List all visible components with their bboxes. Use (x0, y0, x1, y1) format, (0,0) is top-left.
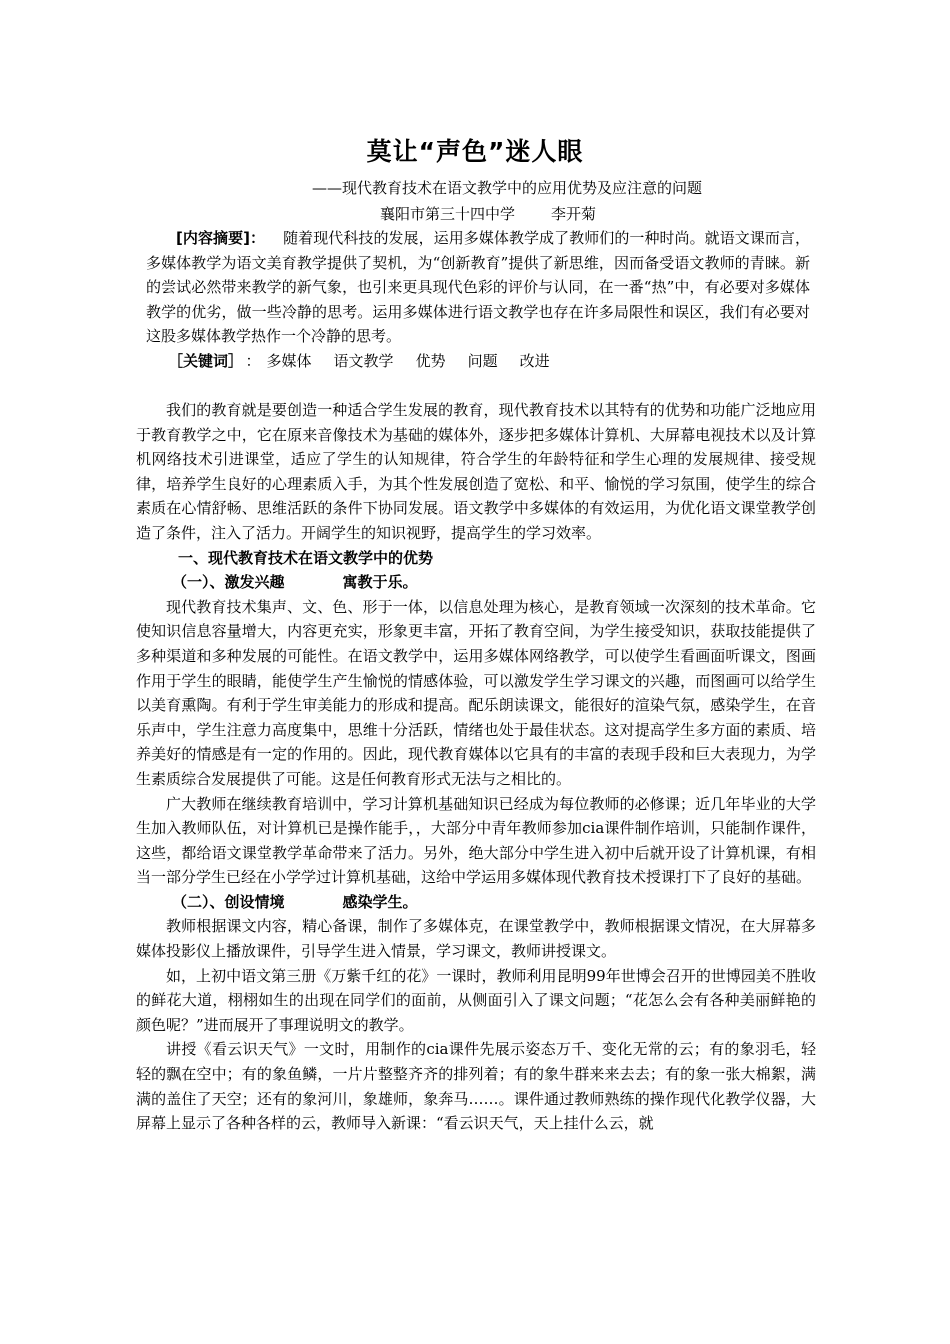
author-school: 襄阳市第三十四中学 (380, 205, 516, 223)
body-paragraph: 现代教育技术集声、文、色、形于一体，以信息处理为核心，是教育领域一次深刻的技术革命。它使知识信息容量增大，内容更充实，形象更丰富，开拓了教育空间，为学生接受知识，获取技能提供了多种渠道和多种发展的可能性。在语文教学中，运用多媒体网络教学，可以使学生看画面听课文，图画作用于学生的眼睛，能使学生产生愉悦的情感体验，可以激发学生学习课文的兴趣，而图画可以给学生以美育熏陶。有利于学生审美能力的形成和提高。配乐朗读课文，能很好的渲染气氛，感染学生，在音乐声中，学生注意力高度集中，思维十分活跃，情绪也处于最佳状态。这对提高学生多方面的素质、培养美好的情感是有一定的作用的。因此，现代教育媒体以它具有的丰富的表现手段和巨大表现力，为学生素质综合发展提供了可能。这是任何教育形式无法与之相比的。 (136, 597, 816, 788)
subsection-heading-part: （二）、创设情境 (172, 892, 285, 911)
section-heading: 一、现代教育技术在语文教学中的优势 (178, 548, 434, 567)
body-paragraph: 如，上初中语文第三册《万紫千红的花》一课时，教师利用昆明99年世博会召开的世博园美不胜收的鲜花大道，栩栩如生的出现在同学们的面前，从侧面引入了课文问题；“花怎么会有各种美丽鲜艳的颜色呢？”进而展开了事理说明文的教学。 (136, 966, 816, 1034)
keywords (168, 350, 572, 371)
author-name: 李开菊 (551, 205, 597, 223)
keywords-colon: ： (245, 352, 261, 370)
subsection-heading (136, 570, 816, 595)
abstract-text: 随着现代科技的发展，运用多媒体教学成了教师们的一种时尚。就语文课而言，多媒体教学为语文美育教学提供了契机，为“创新教育”提供了新思维，因而备受语文教师的青睐。新的尝试必然带来教学的新气象，也引来更具现代色彩的评价与认同，在一番“热”中，有必要对多媒体教学的优劣，做一些冷静的思考。运用多媒体进行语文教学也存在许多局限性和误区，我们有必要对这股多媒体教学热作一个冷静的思考。 (146, 229, 810, 346)
body-paragraph: 广大教师在继续教育培训中，学习计算机基础知识已经成为每位教师的必修课；近几年毕业的大学生加入教师队伍，对计算机已是操作能手，，大部分中青年教师参加cia课件制作培训，只能制作课件，这些，都给语文课堂教学革命带来了活力。另外，绝大部分中学生进入初中后就开设了计算机课，有相当一部分学生已经在小学学过计算机基础，这给中学运用多媒体现代教育技术授课打下了良好的基础。 (136, 794, 816, 887)
keyword-item: 改进 (519, 352, 550, 370)
document-subtitle: ——现代教育技术在语文教学中的应用优势及应注意的问题 (312, 179, 703, 197)
keywords-label: ［关键词］ (168, 352, 236, 370)
abstract-label: [内容摘要]： (176, 229, 266, 247)
document-body (136, 398, 816, 1136)
keyword-item: 优势 (415, 352, 446, 370)
subsection-heading-part: 感染学生。 (342, 892, 418, 911)
author-line (380, 203, 596, 224)
document-title: 莫让“声色”迷人眼 (366, 137, 584, 166)
keyword-item: 语文教学 (333, 352, 394, 370)
body-paragraph: 教师根据课文内容，精心备课，制作了多媒体克，在课堂教学中，教师根据课文情况，在大屏幕多媒体投影仪上播放课件，引导学生进入情景，学习课文，教师讲授课文。 (136, 917, 816, 961)
subsection-heading (136, 890, 816, 915)
keyword-item: 多媒体 (266, 352, 312, 370)
abstract (146, 226, 810, 349)
keyword-item: 问题 (467, 352, 498, 370)
subsection-heading-part: 寓教于乐。 (342, 573, 418, 592)
body-paragraph: 讲授《看云识天气》一文时，用制作的cia课件先展示姿态万千、变化无常的云；有的象羽毛，轻轻的飘在空中；有的象鱼鳞，一片片整整齐齐的排列着；有的象牛群来来去去；有的象一张大棉絮，满满的盖住了天空；还有的象河川，象雄师，象奔马……。课件通过教师熟练的操作现代化教学仪器，大屏幕上显示了各种各样的云，教师导入新课：“看云识天气，天上挂什么云，就 (136, 1040, 816, 1133)
intro-paragraph: 我们的教育就是要创造一种适合学生发展的教育，现代教育技术以其特有的优势和功能广泛地应用于教育教学之中，它在原来音像技术为基础的媒体外，逐步把多媒体计算机、大屏幕电视技术以及计算机网络技术引进课堂，适应了学生的认知规律，符合学生的年龄特征和学生心理的发展规律、接受规律，培养学生良好的心理素质入手，为其个性发展创造了宽松、和平、愉悦的学习氛围，使学生的综合素质在心情舒畅、思维活跃的条件下协同发展。语文教学中多媒体的有效运用，为优化语文课堂教学创造了条件，注入了活力。开阔学生的知识视野，提高学生的学习效率。 (136, 401, 816, 542)
subsection-heading-part: （一）、激发兴趣 (172, 573, 285, 592)
